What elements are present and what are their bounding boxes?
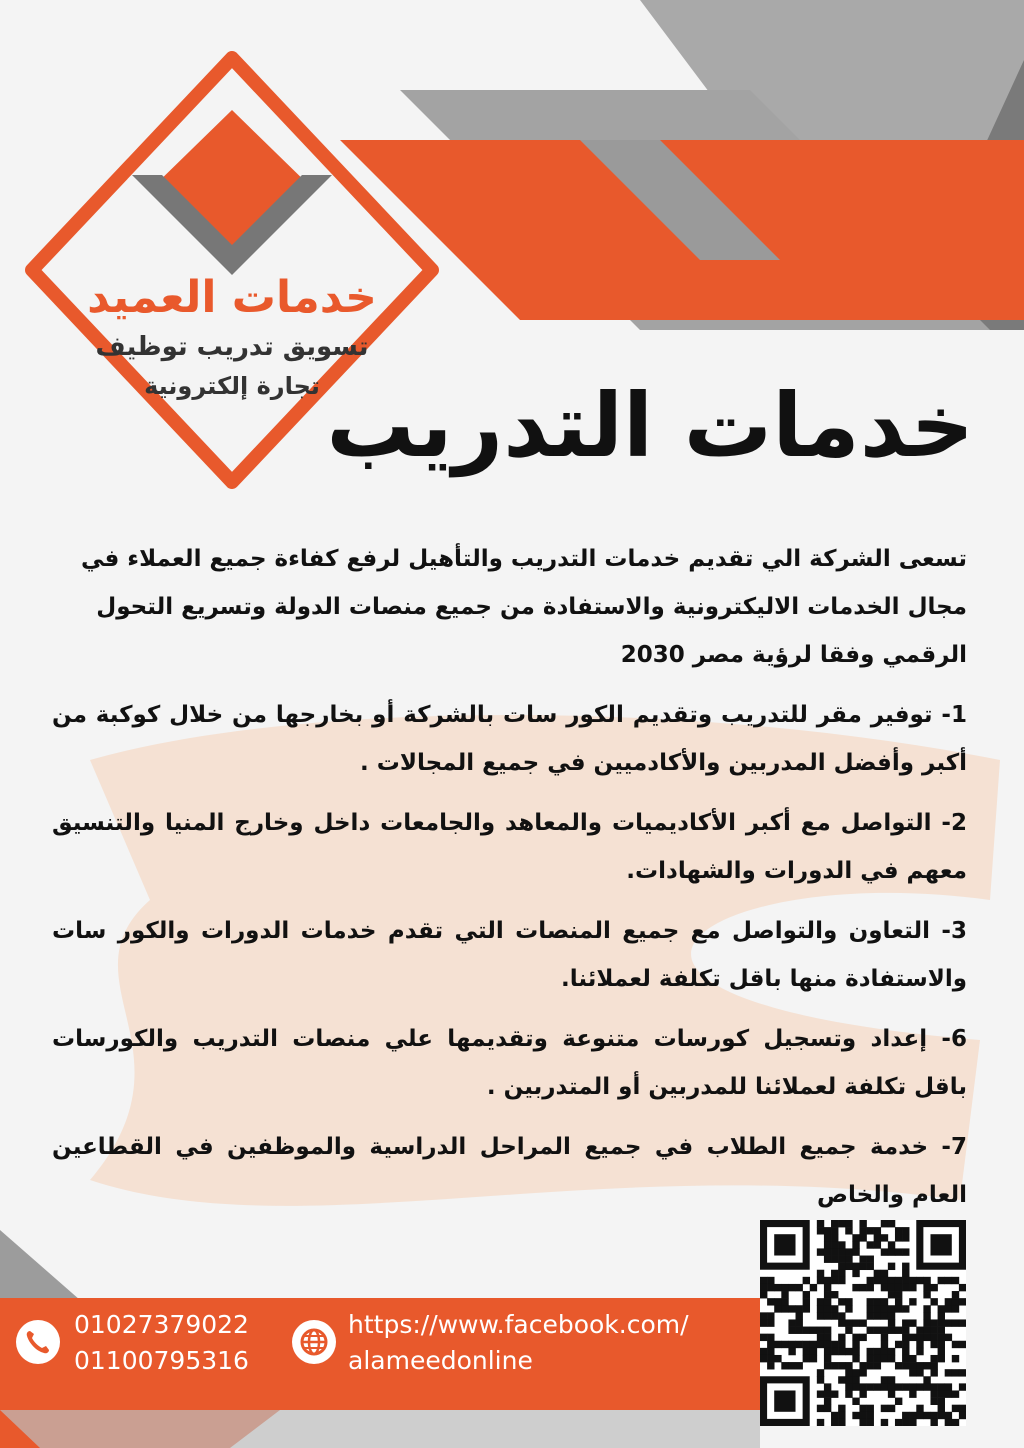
qr-code-image <box>760 1220 966 1426</box>
list-item: 1- توفير مقر للتدريب وتقديم الكور سات بالشركة أو بخارجها من خلال كوكبة من أكبر وأفضل المدربين والأكادميين في جميع المجالات . <box>52 702 967 776</box>
list-item: 3- التعاون والتواصل مع جميع المنصات التي تقدم خدمات الدورات والكور سات والاستفادة منها باقل تكلفة لعملائنا. <box>52 918 967 992</box>
facebook-url-line-1[interactable]: https://www.facebook.com/ <box>348 1310 689 1339</box>
facebook-url-line-2[interactable]: alameedonline <box>348 1346 533 1375</box>
logo-subtitle-2: تجارة إلكترونية <box>144 372 320 400</box>
logo-title: خدمات العميد <box>87 272 377 323</box>
list-item: 6- إعداد وتسجيل كورسات متنوعة وتقديمها علي منصات التدريب والكورسات باقل تكلفة لعملائنا للمدربين أو المتدربين . <box>52 1026 967 1100</box>
phone-number-1[interactable]: 01027379022 <box>74 1310 249 1339</box>
body-text <box>52 535 967 1231</box>
bottom-left-gray <box>0 1230 80 1300</box>
phone-icon <box>16 1320 60 1364</box>
intro-paragraph: تسعى الشركة الي تقديم خدمات التدريب والتأهيل لرفع كفاءة جميع العملاء في مجال الخدمات الاليكترونية والاستفادة من جميع منصات الدولة وتسريع التحول الرقمي وفقا لرؤية مصر 2030 <box>80 546 967 668</box>
logo-subtitle-1: تسويق تدريب توظيف <box>95 332 369 362</box>
page-title: خدمات التدريب <box>326 374 974 477</box>
globe-icon <box>292 1320 336 1364</box>
phone-number-2[interactable]: 01100795316 <box>74 1346 249 1375</box>
list-item: 7- خدمة جميع الطلاب في جميع المراحل الدراسية والموظفين في القطاعين العام والخاص <box>52 1134 967 1208</box>
bottom-gray-bar <box>0 1410 760 1448</box>
qr-code[interactable] <box>760 1220 966 1426</box>
list-item: 2- التواصل مع أكبر الأكاديميات والمعاهد والجامعات داخل وخارج المنيا والتنسيق معهم في الدورات والشهادات. <box>52 810 967 884</box>
